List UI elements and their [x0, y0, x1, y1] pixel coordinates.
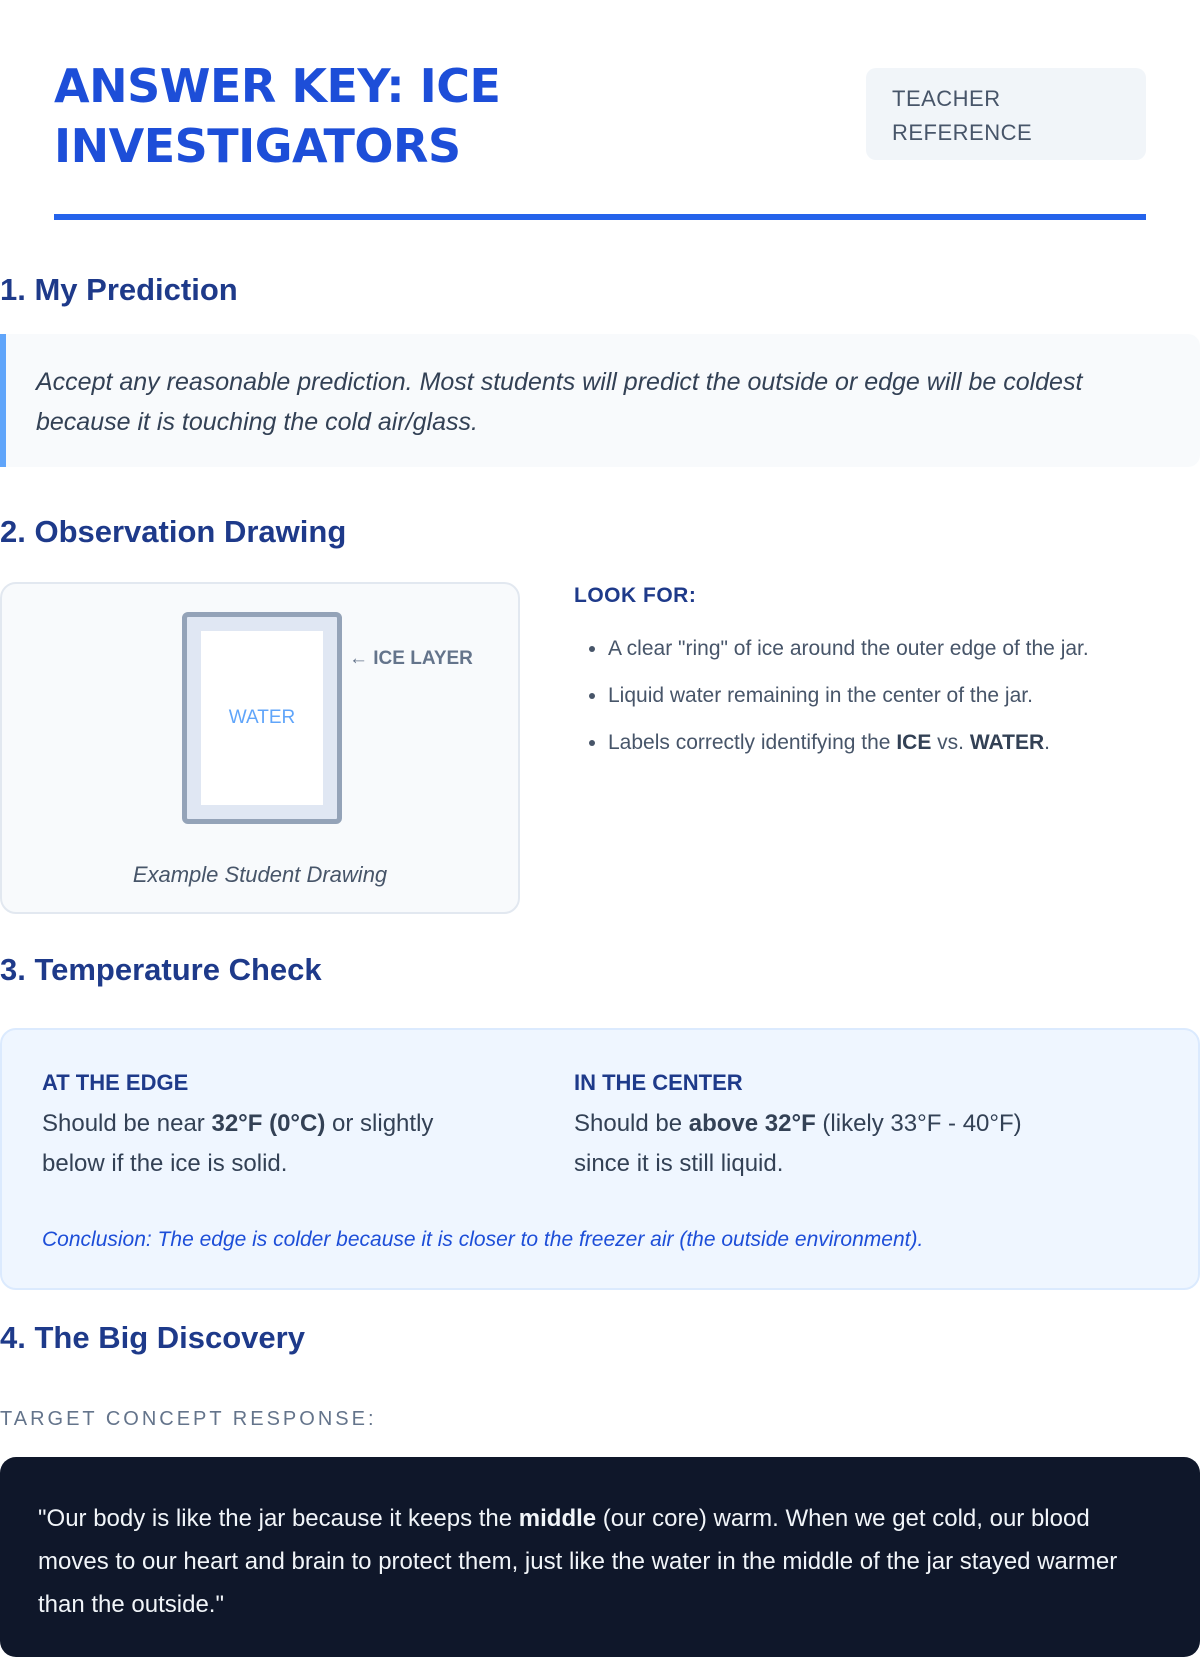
- target-response-box: [0, 1457, 1200, 1657]
- example-drawing-box: [0, 582, 520, 914]
- edge-column: [42, 1070, 502, 1184]
- edge-temperature: 32°F (0°C): [211, 1110, 326, 1137]
- section-discovery-title: 4. The Big Discovery: [0, 1320, 305, 1355]
- jar-illustration: [182, 612, 342, 824]
- response-keyword: middle: [518, 1505, 597, 1532]
- look-for-item-text: Labels correctly identifying the: [608, 731, 897, 754]
- temperature-box: [0, 1028, 1200, 1290]
- center-text-pre: Should be: [574, 1110, 689, 1137]
- teacher-reference-badge: TEACHER REFERENCE: [866, 68, 1146, 160]
- look-for-item-text: Liquid water remaining in the center of the jar.: [608, 684, 1033, 707]
- center-column: [574, 1070, 1034, 1184]
- center-heading: IN THE CENTER: [574, 1070, 743, 1095]
- look-for-item-text: A clear "ring" of ice around the outer edge of the jar.: [608, 637, 1089, 660]
- center-text: [574, 1104, 1034, 1184]
- ice-keyword: ICE: [896, 731, 932, 754]
- edge-text-pre: Should be near: [42, 1110, 212, 1137]
- look-for-panel: [574, 584, 1094, 773]
- response-text-post: (our core) warm. When we get cold, our blood moves to our heart and brain to protect them, just like the water in the middle of the jar stayed warmer than the outside.": [38, 1505, 1118, 1618]
- edge-heading: AT THE EDGE: [42, 1070, 189, 1095]
- look-for-title: LOOK FOR:: [574, 584, 697, 607]
- section-prediction-title: 1. My Prediction: [0, 272, 238, 307]
- target-concept-label: TARGET CONCEPT RESPONSE:: [0, 1408, 377, 1430]
- water-keyword: WATER: [969, 731, 1045, 754]
- look-for-item: [608, 632, 1094, 665]
- look-for-item: [608, 726, 1094, 759]
- header-divider: [54, 214, 1146, 220]
- ice-layer-label: ← ICE LAYER: [349, 648, 473, 669]
- jar-water-area: [201, 631, 323, 805]
- section-temperature-title: 3. Temperature Check: [0, 952, 322, 987]
- look-for-item: [608, 679, 1094, 712]
- look-for-item-text: vs.: [931, 731, 970, 754]
- edge-text: [42, 1104, 502, 1184]
- conclusion-text: Conclusion: The edge is colder because it is closer to the freezer air (the outside environment).: [42, 1228, 924, 1251]
- edge-text-post: or slightly below if the ice is solid.: [42, 1110, 434, 1177]
- look-for-list: [574, 632, 1094, 759]
- response-text-pre: "Our body is like the jar because it keeps the: [38, 1505, 519, 1532]
- page-title: ANSWER KEY: ICE INVESTIGATORS: [54, 59, 501, 173]
- prediction-answer: Accept any reasonable prediction. Most students will predict the outside or edge will be coldest because it is touching the cold air/glass.: [0, 334, 1200, 467]
- section-observation-title: 2. Observation Drawing: [0, 514, 347, 549]
- center-text-post: (likely 33°F - 40°F) since it is still liquid.: [574, 1110, 1022, 1177]
- page-header: [54, 0, 1146, 222]
- center-temperature: above 32°F: [688, 1110, 816, 1137]
- drawing-caption: Example Student Drawing: [132, 862, 388, 887]
- look-for-item-text: .: [1044, 731, 1050, 754]
- water-label: WATER: [228, 707, 296, 728]
